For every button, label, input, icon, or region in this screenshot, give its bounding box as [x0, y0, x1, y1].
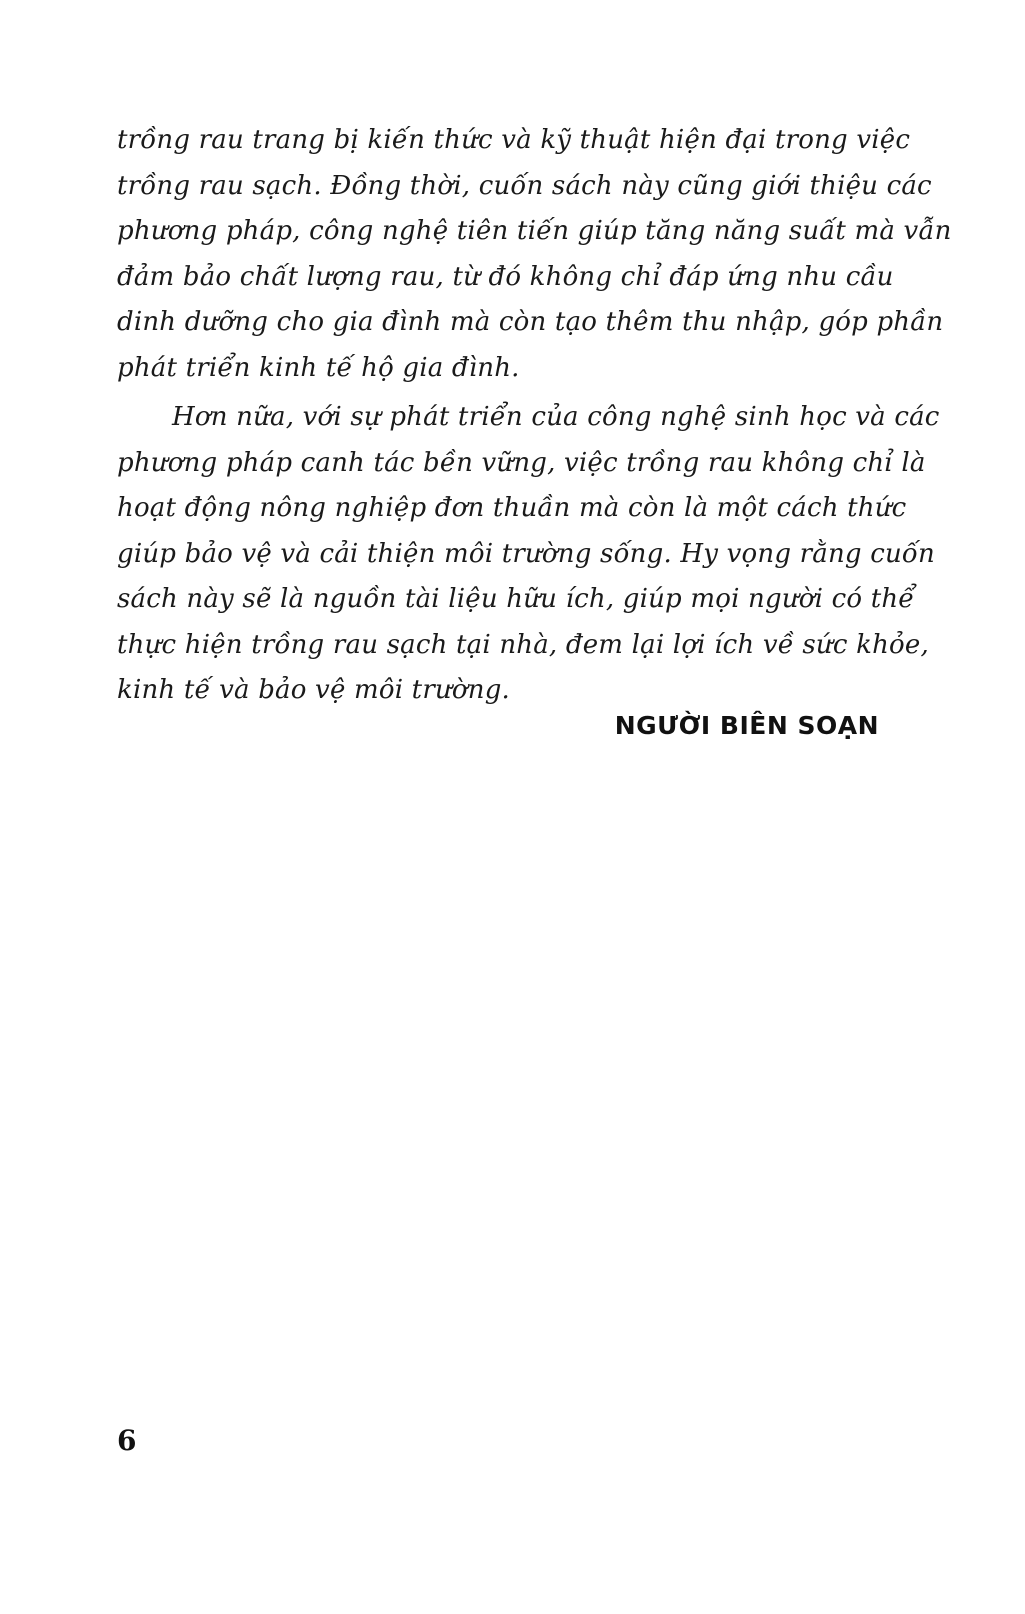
- text-line: phương pháp, công nghệ tiên tiến giúp tăng năng suất mà vẫn: [117, 216, 952, 246]
- text-line: Hơn nữa, với sự phát triển của công nghệ sinh học và các: [172, 402, 940, 432]
- text-line: phát triển kinh tế hộ gia đình.: [117, 352, 520, 383]
- text-line: dinh dưỡng cho gia đình mà còn tạo thêm thu nhập, góp phần: [117, 307, 944, 337]
- text-line: sách này sẽ là nguồn tài liệu hữu ích, giúp mọi người có thể: [117, 584, 915, 614]
- body-text: [117, 118, 952, 714]
- paragraph-2: [117, 395, 940, 714]
- text-line: kinh tế và bảo vệ môi trường.: [117, 675, 511, 705]
- text-line: thực hiện trồng rau sạch tại nhà, đem lại lợi ích về sức khỏe,: [117, 629, 929, 660]
- paragraph-1: [117, 118, 952, 391]
- text-line: hoạt động nông nghiệp đơn thuần mà còn là một cách thức: [117, 493, 907, 523]
- text-line: phương pháp canh tác bền vững, việc trồng rau không chỉ là: [117, 447, 926, 478]
- text-line: giúp bảo vệ và cải thiện môi trường sống. Hy vọng rằng cuốn: [117, 538, 935, 569]
- text-line: trồng rau trang bị kiến thức và kỹ thuật hiện đại trong việc: [117, 125, 911, 155]
- author-signature: NGƯỜI BIÊN SOẠN: [614, 711, 879, 740]
- page-number: 6: [117, 1424, 137, 1457]
- text-line: đảm bảo chất lượng rau, từ đó không chỉ đáp ứng nhu cầu: [117, 261, 894, 292]
- text-line: trồng rau sạch. Đồng thời, cuốn sách này cũng giới thiệu các: [117, 170, 932, 201]
